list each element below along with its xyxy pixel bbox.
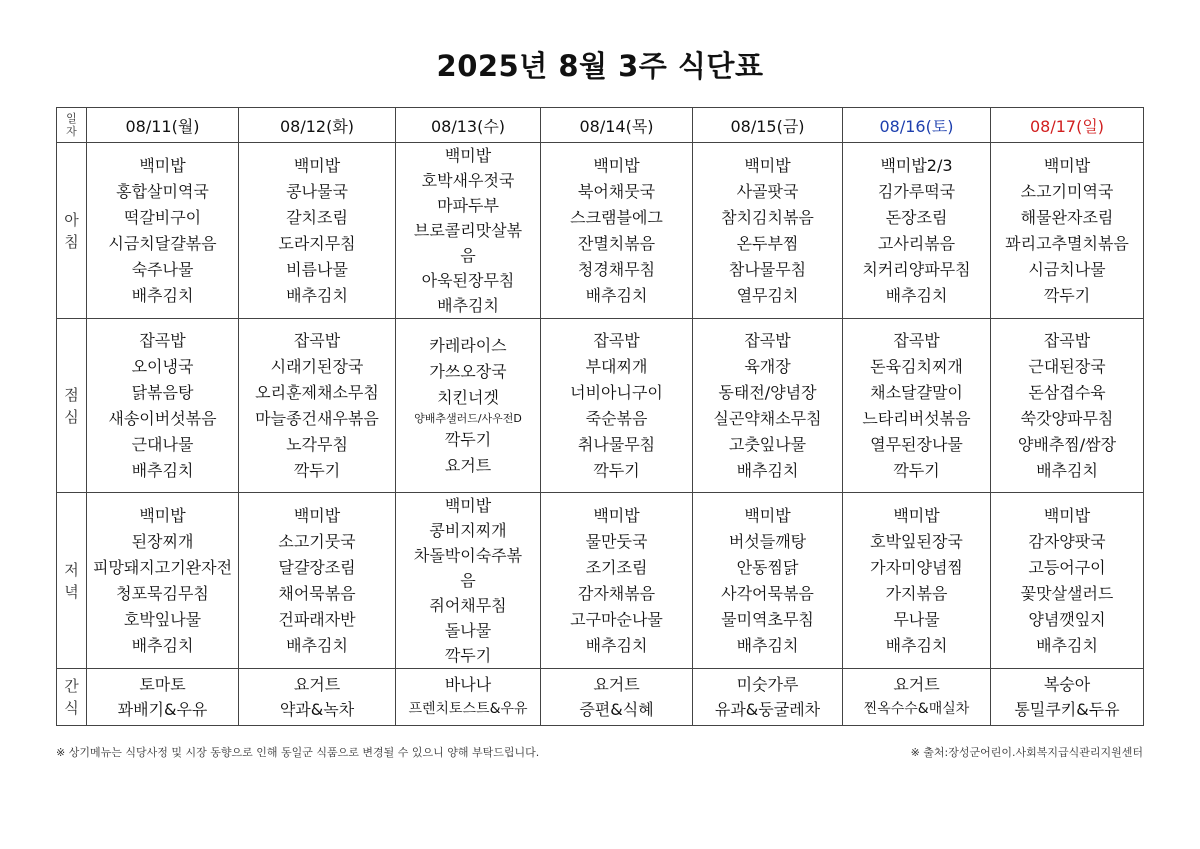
day-header-sat: 08/16(토) xyxy=(843,108,991,143)
menu-cell-breakfast-5 xyxy=(843,143,991,319)
menu-item: 브로콜리맛살볶 xyxy=(413,221,523,240)
menu-item: 청포묵김무침 xyxy=(116,583,209,603)
menu-item: 백미밥 xyxy=(444,146,492,165)
meal-label-char: 저 xyxy=(64,560,79,579)
meal-rows xyxy=(57,143,1144,726)
day-header-tue: 08/12(화) xyxy=(239,108,396,143)
menu-cell-lunch-6 xyxy=(991,319,1144,493)
corner-label-1: 일 xyxy=(66,112,77,125)
menu-item: 약과&녹차 xyxy=(279,700,355,719)
menu-item: 백미밥 xyxy=(893,505,940,525)
menu-cell-breakfast-2 xyxy=(396,143,541,319)
menu-item: 잔멸치볶음 xyxy=(577,233,656,253)
menu-cell-dinner-1 xyxy=(239,493,396,669)
menu-item: 쥐어채무침 xyxy=(429,596,507,615)
menu-item: 열무된장나물 xyxy=(870,434,963,454)
menu-item: 소고기미역국 xyxy=(1020,181,1114,201)
menu-item: 잡곡밥 xyxy=(293,330,341,350)
meal-label-char: 아 xyxy=(64,210,79,229)
menu-item: 버섯들깨탕 xyxy=(728,531,807,551)
menu-item: 물미역초무침 xyxy=(721,609,814,629)
meal-label-dinner xyxy=(57,493,87,669)
menu-item: 깍두기 xyxy=(893,460,940,480)
meal-label-lunch xyxy=(57,319,87,493)
menu-item: 오리훈제채소무침 xyxy=(255,382,379,402)
menu-item: 잡곡밥 xyxy=(893,330,940,350)
menu-item: 바나나 xyxy=(444,675,492,694)
menu-cell-breakfast-1 xyxy=(239,143,396,319)
menu-cell-breakfast-0 xyxy=(87,143,239,319)
menu-item: 돈장조림 xyxy=(885,207,948,227)
menu-item: 잡곡밥 xyxy=(139,330,186,350)
menu-item: 복숭아 xyxy=(1043,675,1091,694)
corner-cell xyxy=(57,108,87,143)
menu-item: 고춧잎나물 xyxy=(728,434,807,454)
menu-cell-breakfast-3 xyxy=(541,143,693,319)
menu-cell-snack-4 xyxy=(693,669,843,726)
weekly-menu-table xyxy=(56,107,1144,726)
menu-item: 음 xyxy=(460,571,476,590)
menu-item: 비름나물 xyxy=(286,259,348,279)
menu-item: 호박새우젓국 xyxy=(421,171,515,190)
menu-item: 백미밥 xyxy=(593,155,640,175)
menu-item: 참나물무침 xyxy=(728,259,807,279)
menu-item: 백미밥 xyxy=(593,505,640,525)
menu-cell-lunch-5 xyxy=(843,319,991,493)
menu-item: 시래기된장국 xyxy=(270,356,364,376)
menu-item: 시금치나물 xyxy=(1028,259,1106,279)
menu-item: 열무김치 xyxy=(736,285,799,305)
menu-item: 백미밥 xyxy=(1043,505,1091,525)
day-header-wed: 08/13(수) xyxy=(396,108,541,143)
menu-item: 참치김치볶음 xyxy=(721,207,814,227)
meal-label-char: 간 xyxy=(64,677,79,695)
meal-row-lunch xyxy=(57,319,1144,493)
menu-item: 쑥갓양파무침 xyxy=(1020,408,1114,428)
menu-item: 무나물 xyxy=(893,609,940,629)
day-header-mon: 08/11(월) xyxy=(87,108,239,143)
menu-item: 김가루떡국 xyxy=(877,181,956,201)
meal-row-breakfast xyxy=(57,143,1144,319)
corner-label-2: 자 xyxy=(66,125,77,138)
page-title: 2025년 8월 3주 식단표 xyxy=(436,49,764,83)
footnote-left: ※ 상기메뉴는 식당사정 및 시장 동향으로 인해 동일군 식품으로 변경될 수 있으니 양해 부탁드립니다. xyxy=(56,746,540,759)
menu-item: 증편&식혜 xyxy=(579,700,654,719)
menu-cell-snack-0 xyxy=(87,669,239,726)
menu-item: 느타리버섯볶음 xyxy=(862,408,971,428)
menu-item: 고사리볶음 xyxy=(877,233,956,253)
menu-item: 콩나물국 xyxy=(286,181,348,201)
menu-item: 마늘종건새우볶음 xyxy=(255,408,379,428)
menu-item: 깍두기 xyxy=(1043,285,1091,305)
menu-item: 깍두기 xyxy=(444,646,492,665)
menu-item: 육개장 xyxy=(744,356,791,376)
menu-cell-lunch-1 xyxy=(239,319,396,493)
menu-item: 백미밥 xyxy=(744,505,791,525)
menu-item: 가지볶음 xyxy=(885,583,948,603)
menu-item: 백미밥 xyxy=(744,155,791,175)
menu-item: 백미밥 xyxy=(444,496,492,515)
menu-item: 된장찌개 xyxy=(131,531,194,551)
menu-item: 돌나물 xyxy=(444,621,492,640)
menu-item: 노각무침 xyxy=(286,434,348,454)
meal-label-snack xyxy=(57,669,87,726)
meal-label-char: 녁 xyxy=(64,582,79,601)
menu-item: 건파래자반 xyxy=(278,609,356,629)
menu-cell-lunch-0 xyxy=(87,319,239,493)
menu-item: 양배추찜/쌈장 xyxy=(1017,434,1117,454)
menu-item: 잡곡밥 xyxy=(744,330,791,350)
menu-cell-dinner-0 xyxy=(87,493,239,669)
menu-item: 배추김치 xyxy=(1036,460,1098,480)
menu-item: 부대찌개 xyxy=(585,356,648,376)
menu-item: 새송이버섯볶음 xyxy=(108,408,217,428)
menu-cell-lunch-2 xyxy=(396,319,541,493)
meal-label-char: 심 xyxy=(64,407,79,426)
menu-item: 꽈배기&우유 xyxy=(117,700,208,719)
menu-item: 백미밥2/3 xyxy=(880,155,953,175)
meal-label-char: 점 xyxy=(64,385,79,404)
menu-cell-snack-1 xyxy=(239,669,396,726)
menu-item: 안동찜닭 xyxy=(736,557,799,577)
menu-item: 배추김치 xyxy=(437,296,499,315)
menu-item: 도라지무침 xyxy=(278,233,356,253)
menu-item: 잡곡밥 xyxy=(1043,330,1091,350)
menu-item: 해물완자조림 xyxy=(1020,207,1114,227)
menu-item: 백미밥 xyxy=(293,505,341,525)
menu-item: 소고기뭇국 xyxy=(278,531,356,551)
header-row xyxy=(57,108,1144,143)
menu-item: 배추김치 xyxy=(131,460,194,480)
meal-row-snack xyxy=(57,669,1144,726)
menu-item: 잡곡밥 xyxy=(593,330,640,350)
menu-item: 요거트 xyxy=(444,455,492,475)
menu-item: 사골팟국 xyxy=(736,181,799,201)
menu-item: 배추김치 xyxy=(885,635,948,655)
menu-item: 아욱된장무침 xyxy=(421,271,515,290)
menu-item: 호박잎나물 xyxy=(123,609,202,629)
menu-item: 감자양팟국 xyxy=(1028,531,1106,551)
menu-item: 닭볶음탕 xyxy=(131,382,194,402)
menu-item: 피망돼지고기완자전 xyxy=(92,557,233,577)
menu-cell-lunch-3 xyxy=(541,319,693,493)
menu-item: 근대된장국 xyxy=(1028,356,1106,376)
menu-item: 온두부찜 xyxy=(736,233,799,253)
meal-label-char: 침 xyxy=(64,232,79,251)
menu-item: 백미밥 xyxy=(139,505,186,525)
menu-item: 배추김치 xyxy=(736,460,799,480)
menu-item: 치킨너겟 xyxy=(437,387,499,407)
menu-item: 음 xyxy=(460,246,476,265)
menu-item: 호박잎된장국 xyxy=(870,531,963,551)
menu-item: 돈삼겹수육 xyxy=(1028,382,1106,402)
menu-item: 콩비지찌개 xyxy=(429,521,507,540)
menu-item: 백미밥 xyxy=(1043,155,1091,175)
menu-item: 달걀장조림 xyxy=(278,557,356,577)
menu-item: 채어묵볶음 xyxy=(278,583,356,603)
menu-item: 유과&둥굴레차 xyxy=(714,700,821,719)
menu-item: 배추김치 xyxy=(736,635,799,655)
menu-item: 배추김치 xyxy=(286,285,348,305)
menu-item: 조기조림 xyxy=(585,557,648,577)
menu-item: 취나물무침 xyxy=(577,434,656,454)
footnote-right: ※ 출처:장성군어린이.사회복지급식관리지원센터 xyxy=(910,746,1143,759)
menu-cell-dinner-4 xyxy=(693,493,843,669)
menu-cell-snack-3 xyxy=(541,669,693,726)
menu-item: 요거트 xyxy=(893,675,940,694)
menu-item: 통밀쿠키&두유 xyxy=(1014,700,1120,719)
menu-cell-breakfast-6 xyxy=(991,143,1144,319)
menu-item: 깍두기 xyxy=(293,460,341,480)
menu-item: 백미밥 xyxy=(139,155,186,175)
menu-item: 홍합살미역국 xyxy=(116,181,209,201)
menu-item: 배추김치 xyxy=(131,285,194,305)
menu-item: 치커리양파무침 xyxy=(862,259,971,279)
meal-row-dinner xyxy=(57,493,1144,669)
menu-cell-snack-6 xyxy=(991,669,1144,726)
menu-item: 백미밥 xyxy=(293,155,341,175)
menu-item: 마파두부 xyxy=(437,196,499,215)
menu-item: 배추김치 xyxy=(286,635,348,655)
menu-item: 배추김치 xyxy=(1036,635,1098,655)
menu-item: 떡갈비구이 xyxy=(123,207,202,227)
menu-item: 동태전/양념장 xyxy=(718,382,817,402)
menu-cell-lunch-4 xyxy=(693,319,843,493)
menu-item: 오이냉국 xyxy=(131,356,194,376)
menu-item: 실곤약채소무침 xyxy=(713,408,822,428)
menu-item: 사각어묵볶음 xyxy=(721,583,814,603)
menu-cell-dinner-6 xyxy=(991,493,1144,669)
menu-item: 감자채볶음 xyxy=(577,583,656,603)
menu-item: 너비아니구이 xyxy=(570,382,663,402)
menu-item: 돈육김치찌개 xyxy=(870,356,963,376)
menu-item: 근대나물 xyxy=(131,434,194,454)
menu-item: 고구마순나물 xyxy=(570,609,663,629)
menu-item: 찐옥수수&매실차 xyxy=(863,701,970,717)
day-header-fri: 08/15(금) xyxy=(693,108,843,143)
menu-item: 양배추샐러드/사우전D xyxy=(414,411,522,425)
menu-item: 꽃맛살샐러드 xyxy=(1020,583,1114,603)
day-header-thu: 08/14(목) xyxy=(541,108,693,143)
menu-cell-snack-5 xyxy=(843,669,991,726)
meal-label-breakfast xyxy=(57,143,87,319)
menu-cell-dinner-2 xyxy=(396,493,541,669)
menu-item: 갈치조림 xyxy=(286,207,348,227)
menu-cell-breakfast-4 xyxy=(693,143,843,319)
menu-cell-dinner-3 xyxy=(541,493,693,669)
menu-item: 미숫가루 xyxy=(736,675,799,694)
menu-item: 양념깻잎지 xyxy=(1028,609,1106,629)
menu-item: 요거트 xyxy=(593,675,640,694)
menu-item: 토마토 xyxy=(139,675,186,694)
menu-item: 프렌치토스트&우유 xyxy=(408,701,528,717)
meal-label-char: 식 xyxy=(64,699,79,717)
menu-item: 물만둣국 xyxy=(585,531,648,551)
menu-item: 숙주나물 xyxy=(131,259,194,279)
menu-item: 깍두기 xyxy=(444,429,492,449)
menu-item: 북어채뭇국 xyxy=(577,181,656,201)
menu-item: 가자미양념찜 xyxy=(870,557,963,577)
menu-item: 꽈리고추멸치볶음 xyxy=(1005,233,1129,253)
menu-item: 배추김치 xyxy=(131,635,194,655)
menu-item: 요거트 xyxy=(293,675,341,694)
day-header-sun: 08/17(일) xyxy=(991,108,1144,143)
menu-item: 죽순볶음 xyxy=(585,408,648,428)
menu-item: 차돌박이숙주볶 xyxy=(413,546,523,565)
menu-item: 가쓰오장국 xyxy=(429,361,507,381)
menu-item: 배추김치 xyxy=(585,635,648,655)
menu-cell-snack-2 xyxy=(396,669,541,726)
menu-item: 깍두기 xyxy=(593,460,640,480)
menu-item: 채소달걀말이 xyxy=(870,382,963,402)
menu-item: 청경채무침 xyxy=(577,259,656,279)
menu-item: 배추김치 xyxy=(885,285,948,305)
menu-cell-dinner-5 xyxy=(843,493,991,669)
menu-item: 시금치달걀볶음 xyxy=(108,233,217,253)
menu-item: 스크램블에그 xyxy=(570,207,663,227)
menu-item: 배추김치 xyxy=(585,285,648,305)
menu-item: 고등어구이 xyxy=(1028,557,1106,577)
menu-item: 카레라이스 xyxy=(429,335,507,355)
